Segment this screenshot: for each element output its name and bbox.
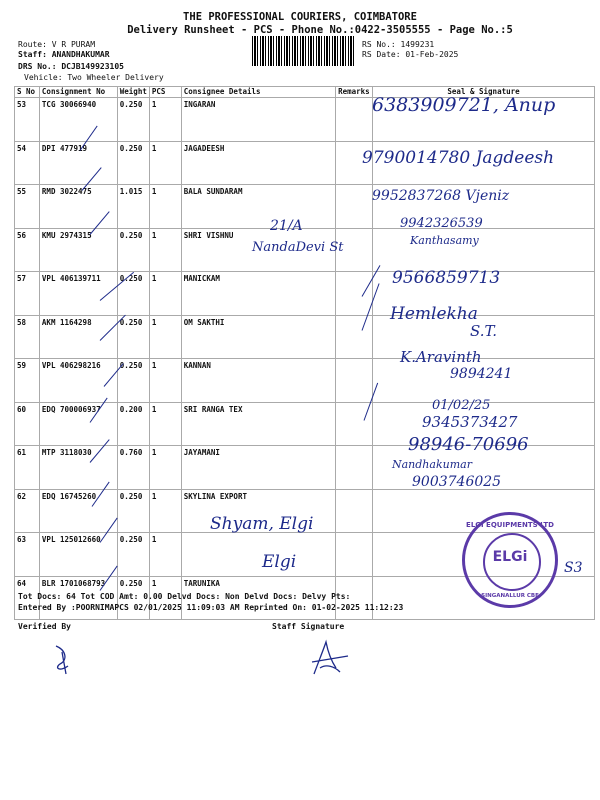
handwriting-r56-sig: 9942326539 (400, 216, 483, 231)
row-remarks (336, 185, 373, 229)
barcode (252, 36, 356, 66)
handwriting-r56-addr1: 21/A (270, 218, 303, 234)
row-weight: 0.250 (117, 576, 149, 620)
row-weight: 0.250 (117, 228, 149, 272)
row-sno: 59 (15, 359, 40, 403)
row-weight: 1.015 (117, 185, 149, 229)
row-consignee: SHRI VISHNU (181, 228, 335, 272)
col-consignee: Consignee Details (181, 87, 335, 98)
row-sno: 60 (15, 402, 40, 446)
route: Route: V R PURAM (18, 40, 96, 49)
col-consignment: Consignment No (39, 87, 117, 98)
row-remarks (336, 489, 373, 533)
row-weight: 0.250 (117, 272, 149, 316)
document-title: THE PROFESSIONAL COURIERS, COIMBATORE (183, 11, 417, 23)
row-consignee: SRI RANGA TEX (181, 402, 335, 446)
row-sno: 56 (15, 228, 40, 272)
row-pcs: 1 (149, 98, 181, 142)
handwriting-r53: 6383909721, Anup (372, 94, 556, 116)
company-stamp (462, 512, 558, 608)
row-remarks (336, 315, 373, 359)
stamp-ring-bottom: SINGANALLUR CBE (481, 593, 539, 599)
document-subtitle: Delivery Runsheet - PCS - Phone No.:0422-3505555 - Page No.:5 (127, 24, 513, 36)
row-pcs: 1 (149, 185, 181, 229)
handwriting-r54: 9790014780 Jagdeesh (362, 148, 555, 168)
row-consignee: OM SAKTHI (181, 315, 335, 359)
verified-by-label: Verified By (18, 622, 71, 631)
handwriting-r58: Hemlekha (390, 304, 478, 324)
row-remarks (336, 272, 373, 316)
row-consignment-no: MTP 3118030 (39, 446, 117, 490)
row-sno: 64 (15, 576, 40, 620)
row-consignment-no: DPI 477919 (39, 141, 117, 185)
entered-by-line: Entered By :POORNIMAPCS 02/01/2025 11:09:03 AM Reprinted On: 01-02-2025 11:12:23 (18, 603, 404, 612)
handwriting-r60-phone: 9345373427 (422, 413, 518, 431)
handwriting-r59b: 9894241 (450, 366, 513, 382)
row-consignee: MANICKAM (181, 272, 335, 316)
staff-signature (306, 638, 354, 678)
row-consignee: KANNAN (181, 359, 335, 403)
verified-signature (50, 642, 76, 676)
row-consignee: JAYAMANI (181, 446, 335, 490)
row-sno: 63 (15, 533, 40, 577)
handwriting-r62: Nandhakumar (392, 458, 472, 471)
handwriting-r56-addr2: NandaDevi St (252, 240, 344, 255)
handwriting-r59: K.Aravinth (400, 348, 482, 366)
row-sno: 57 (15, 272, 40, 316)
row-weight: 0.250 (117, 359, 149, 403)
row-pcs: 1 (149, 576, 181, 620)
row-pcs: 1 (149, 272, 181, 316)
rs-date: RS Date: 01-Feb-2025 (362, 50, 459, 59)
row-consignment-no: VPL 406298216 (39, 359, 117, 403)
col-sno: S No (15, 87, 40, 98)
row-pcs: 1 (149, 489, 181, 533)
row-pcs: 1 (149, 359, 181, 403)
handwriting-r58b: S.T. (470, 322, 498, 340)
drs-number: DRS No.: DCJB149923105 (18, 62, 124, 71)
handwriting-r64: Elgi (262, 552, 297, 572)
row-seal-signature (373, 228, 595, 272)
stamp-logo-text: ELGi (492, 549, 528, 565)
row-pcs: 1 (149, 402, 181, 446)
handwriting-r60-date: 01/02/25 (432, 398, 491, 413)
row-weight: 0.200 (117, 402, 149, 446)
table-row (15, 272, 595, 316)
handwriting-r63: Shyam, Elgi (210, 514, 314, 534)
row-consignee: SKYLINA EXPORT (181, 489, 335, 533)
row-consignment-no: EDQ 700006937 (39, 402, 117, 446)
staff-signature-label: Staff Signature (272, 622, 345, 631)
row-weight: 0.250 (117, 141, 149, 185)
row-remarks (336, 98, 373, 142)
handwriting-r56-sig2: Kanthasamy (410, 234, 479, 247)
row-consignment-no: KMU 2974315 (39, 228, 117, 272)
row-consignment-no: AKM 1164298 (39, 315, 117, 359)
row-consignee: TARUNIKA (181, 576, 335, 620)
row-consignee: JAGADEESH (181, 141, 335, 185)
row-weight: 0.760 (117, 446, 149, 490)
row-remarks (336, 533, 373, 577)
row-weight: 0.250 (117, 533, 149, 577)
row-consignee (181, 533, 335, 577)
row-weight: 0.250 (117, 489, 149, 533)
col-remarks: Remarks (336, 87, 373, 98)
row-pcs: 1 (149, 141, 181, 185)
handwriting-r61: 98946-70696 (408, 434, 529, 455)
rs-number: RS No.: 1499231 (362, 40, 435, 49)
row-consignment-no: TCG 30066940 (39, 98, 117, 142)
row-pcs: 1 (149, 533, 181, 577)
handwriting-r64b: S3 (564, 560, 583, 576)
row-remarks (336, 359, 373, 403)
row-sno: 58 (15, 315, 40, 359)
row-sno: 53 (15, 98, 40, 142)
row-sno: 61 (15, 446, 40, 490)
row-consignee: BALA SUNDARAM (181, 185, 335, 229)
totals-line: Tot Docs: 64 Tot COD Amt: 0.00 Delvd Docs: Non Delvd Docs: Delvy Pts: (18, 592, 351, 601)
row-pcs: 1 (149, 228, 181, 272)
handwriting-r57: 9566859713 (392, 268, 501, 288)
row-consignment-no: BLR 1701068793 (39, 576, 117, 620)
col-weight: Weight (117, 87, 149, 98)
row-sno: 54 (15, 141, 40, 185)
row-consignment-no: VPL 125012660 (39, 533, 117, 577)
row-sno: 62 (15, 489, 40, 533)
vehicle: Vehicle: Two Wheeler Delivery (24, 73, 164, 82)
staff: Staff: ANANDHAKUMAR (18, 50, 110, 59)
row-sno: 55 (15, 185, 40, 229)
col-pcs: PCS (149, 87, 181, 98)
row-weight: 0.250 (117, 315, 149, 359)
handwriting-r55: 9952837268 Vjeniz (372, 188, 510, 204)
row-consignment-no: VPL 406139711 (39, 272, 117, 316)
row-pcs: 1 (149, 446, 181, 490)
row-weight: 0.250 (117, 98, 149, 142)
row-pcs: 1 (149, 315, 181, 359)
row-consignee: INGARAN (181, 98, 335, 142)
row-consignment-no: EDQ 16745260 (39, 489, 117, 533)
handwriting-r62b: 9003746025 (412, 474, 502, 490)
row-remarks (336, 446, 373, 490)
row-consignment-no: RMD 3022475 (39, 185, 117, 229)
stamp-ring-text: ELGI EQUIPMENTS LTD (466, 521, 554, 529)
col-seal: Seal & Signature (373, 87, 595, 98)
